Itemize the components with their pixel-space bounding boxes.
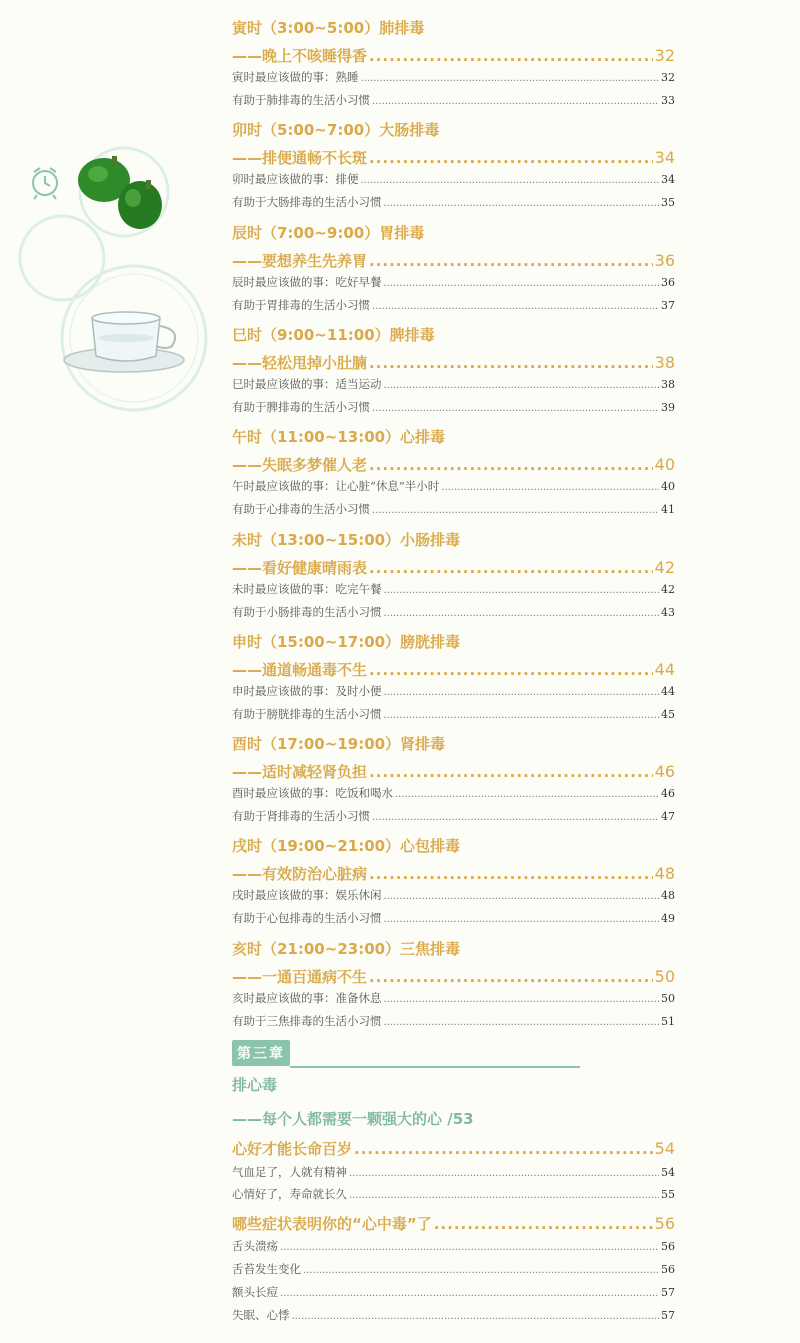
toc-item-row (232, 683, 675, 699)
toc-item-row (232, 274, 675, 290)
toc-entry-title: 有助于小肠排毒的生活小习惯 (232, 604, 382, 619)
toc-head-row (232, 324, 675, 345)
leader-dots (372, 809, 659, 823)
toc-page-number: 43 (661, 605, 675, 619)
toc-item-row (232, 1013, 675, 1029)
toc-item-row (232, 69, 675, 85)
toc-item-row (232, 1164, 675, 1180)
chapter-subtitle: ——每个人都需要一颗强大的心 /53 (232, 1110, 474, 1128)
toc-sub-row (232, 966, 675, 987)
toc-entry-title: 心情好了，寿命就长久 (232, 1187, 347, 1201)
toc-entry-title: 气血足了，人就有精神 (232, 1165, 347, 1179)
decoration-illustration (0, 0, 230, 420)
toc-entry-title: 戌时（19:00~21:00）心包排毒 (232, 837, 461, 856)
toc-entry-title: 酉时（17:00~19:00）肾排毒 (232, 735, 446, 754)
toc-entry-title: 寅时（3:00~5:00）肺排毒 (232, 19, 425, 37)
leader-dots (349, 1165, 659, 1179)
toc-page-number: 36 (661, 275, 675, 289)
leader-dots (372, 298, 659, 312)
toc-page-number: 35 (661, 196, 675, 210)
leader-dots (372, 93, 659, 107)
toc-item-row (232, 1186, 675, 1202)
toc-item-row (232, 887, 675, 903)
leader-dots (354, 1140, 653, 1158)
toc-head-row (232, 631, 675, 652)
toc-entry-title: 巳时最应该做的事：适当运动 (232, 376, 382, 391)
toc-entry-title: ——通道畅通毒不生 (232, 660, 368, 679)
leader-dots (395, 786, 659, 800)
toc-entry-title: 卯时（5:00~7:00）大肠排毒 (232, 121, 440, 140)
toc-entry-title: 有助于心包排毒的生活小习惯 (232, 911, 382, 926)
toc-entry-title: 未时最应该做的事：吃完午餐 (232, 581, 382, 596)
toc-page-number: 38 (654, 352, 675, 372)
toc-entry-title: 有助于大肠排毒的生活小习惯 (232, 195, 382, 210)
toc-entry-title: 有助于心排毒的生活小习惯 (232, 502, 370, 517)
toc-page-number: 44 (661, 684, 675, 698)
toc-entry-title: 心好才能长命百岁 (232, 1140, 353, 1158)
toc-entry-title: ——排便通畅不长斑 (232, 149, 368, 168)
leader-dots (369, 661, 653, 679)
toc-item-row (232, 297, 675, 313)
toc-entry-title: ——轻松甩掉小肚腩 (232, 353, 368, 372)
alarm-clock-icon (33, 168, 57, 199)
toc-page-number: 57 (661, 1286, 675, 1299)
toc-entry-title: 亥时最应该做的事：准备休息 (232, 990, 382, 1005)
toc-item-row (232, 376, 675, 392)
toc-entry-title: 哪些症状表明你的“心中毒”了 (232, 1215, 432, 1233)
toc-item-row (232, 478, 675, 494)
toc-page-number: 56 (654, 1214, 675, 1233)
toc-page-number: 54 (661, 1166, 675, 1179)
toc-item-row (232, 501, 675, 517)
toc-item-row (232, 171, 675, 187)
leader-dots (280, 1285, 659, 1299)
toc-page-number: 42 (661, 582, 675, 596)
toc-entry-title: 辰时最应该做的事：吃好早餐 (232, 274, 382, 289)
toc-entry-title: 有助于膀胱排毒的生活小习惯 (232, 706, 382, 721)
toc-page-number: 47 (661, 810, 675, 824)
toc-head-row (232, 835, 675, 856)
toc-page-number: 37 (661, 298, 675, 312)
toc-page-number: 50 (661, 991, 675, 1005)
toc-entry-title: ——一通百通病不生 (232, 967, 368, 986)
leader-dots (384, 1014, 660, 1028)
leader-dots (384, 275, 660, 289)
leader-dots (384, 707, 660, 721)
toc-page-number: 45 (661, 707, 675, 721)
toc-entry-title: 巳时（9:00~11:00）脾排毒 (232, 325, 435, 344)
toc-head-row (232, 426, 675, 447)
toc-sub-row (232, 557, 675, 578)
chapter-tag: 第三章 (232, 1040, 290, 1066)
toc-sub-row (232, 761, 675, 782)
toc-head-row (232, 222, 675, 243)
leader-dots (369, 559, 653, 577)
toc-page-number: 33 (661, 94, 675, 107)
toc-page-number: 40 (661, 480, 675, 494)
toc-item-row (232, 399, 675, 415)
toc-entry-title: 寅时最应该做的事：熟睡 (232, 70, 359, 84)
toc-page-number: 48 (654, 864, 675, 884)
toc-entry-title: ——晚上不咳睡得香 (232, 47, 368, 65)
toc-entry-title: 失眠、心悸 (232, 1308, 290, 1322)
toc-entry-title: 午时（11:00~13:00）心排毒 (232, 428, 446, 447)
toc-head-row (232, 938, 675, 959)
green-pepper-image (78, 156, 162, 229)
toc-page-number: 38 (661, 377, 675, 391)
toc-item-row (232, 581, 675, 597)
toc-head-row (232, 17, 675, 38)
toc-entry-title: 申时（15:00~17:00）膀胱排毒 (232, 632, 461, 651)
toc-page-number: 39 (661, 400, 675, 414)
toc-entry-title: 有助于肾排毒的生活小习惯 (232, 809, 370, 824)
toc-entry-title: 有助于脾排毒的生活小习惯 (232, 399, 370, 414)
leader-dots (369, 456, 653, 474)
leader-dots (280, 1239, 659, 1253)
leader-dots (384, 605, 660, 619)
toc-entry-title: 有助于胃排毒的生活小习惯 (232, 297, 370, 312)
toc-page-number: 57 (661, 1309, 675, 1322)
leader-dots (303, 1262, 659, 1276)
leader-dots (369, 47, 653, 65)
toc-entry-title: 戌时最应该做的事：娱乐休闲 (232, 888, 382, 903)
toc-page-number: 34 (661, 173, 675, 187)
leader-dots (434, 1215, 653, 1233)
toc-item-row (232, 194, 675, 210)
toc-sub-row (232, 1138, 675, 1159)
toc-item-row (232, 1284, 675, 1300)
leader-dots (292, 1308, 660, 1322)
leader-dots (361, 70, 660, 84)
chapter-divider (290, 1066, 580, 1068)
leader-dots (384, 911, 660, 925)
leader-dots (369, 149, 653, 167)
toc-entry-title: ——失眠多梦催人老 (232, 456, 368, 475)
toc-entry-title: 卯时最应该做的事：排便 (232, 172, 359, 187)
leader-dots (369, 763, 653, 781)
toc-page-number: 49 (661, 912, 675, 926)
toc-page-number: 56 (661, 1240, 675, 1253)
toc-page-number: 40 (654, 455, 675, 475)
chapter-title: 排心毒 (232, 1076, 278, 1094)
leader-dots (369, 252, 653, 270)
toc-entry-title: 有助于肺排毒的生活小习惯 (232, 93, 370, 107)
toc-item-row (232, 706, 675, 722)
toc-entry-title: 额头长痘 (232, 1285, 278, 1299)
toc-entry-title: 午时最应该做的事：让心脏“休息”半小时 (232, 479, 440, 494)
leader-dots (361, 172, 660, 186)
toc-item-row (232, 785, 675, 801)
toc-page-number: 46 (661, 787, 675, 801)
leader-dots (384, 684, 660, 698)
toc-entry-title: ——适时减轻肾负担 (232, 763, 368, 782)
toc-sub-row (232, 863, 675, 884)
toc-item-row (232, 604, 675, 620)
toc-head-row (232, 529, 675, 550)
toc-page-number: 46 (654, 762, 675, 782)
toc-entry-title: ——要想养生先养胃 (232, 251, 368, 270)
leader-dots (384, 195, 660, 209)
toc-entry-title: 酉时最应该做的事：吃饭和喝水 (232, 786, 393, 801)
leader-dots (384, 582, 660, 596)
toc-item-row (232, 808, 675, 824)
toc-sub-row (232, 1213, 675, 1234)
toc-sub-row (232, 659, 675, 680)
toc-page-number: 55 (661, 1188, 675, 1201)
leader-dots (384, 377, 660, 391)
toc-item-row (232, 1238, 675, 1254)
toc-item-row (232, 910, 675, 926)
toc-sub-row (232, 352, 675, 373)
toc-page-number: 51 (661, 1014, 675, 1028)
toc-entry-title: 辰时（7:00~9:00）胃排毒 (232, 223, 425, 242)
toc-head-row (232, 733, 675, 754)
toc-page-number: 34 (654, 148, 675, 168)
toc-sub-row (232, 250, 675, 271)
leader-dots (384, 888, 660, 902)
leader-dots (372, 400, 659, 414)
toc-head-row (232, 119, 675, 140)
toc-entry-title: 申时最应该做的事：及时小便 (232, 683, 382, 698)
toc-entry-title: 有助于三焦排毒的生活小习惯 (232, 1013, 382, 1028)
toc-item-row (232, 92, 675, 108)
leader-dots (384, 991, 660, 1005)
leader-dots (369, 968, 653, 986)
leader-dots (372, 502, 659, 516)
toc-entry-title: 未时（13:00~15:00）小肠排毒 (232, 530, 461, 549)
toc-page-number: 50 (654, 966, 675, 986)
toc-entry-title: 舌苔发生变化 (232, 1262, 301, 1276)
toc-page-number: 41 (661, 503, 675, 517)
water-cup-image (64, 312, 184, 372)
toc-item-row (232, 1307, 675, 1323)
toc-entry-title: 舌头溃疡 (232, 1239, 278, 1253)
toc-sub-row (232, 454, 675, 475)
toc-sub-row (232, 45, 675, 66)
leader-dots (349, 1187, 659, 1201)
toc-page-number: 32 (654, 46, 675, 65)
leader-dots (441, 479, 659, 493)
toc-entry-title: 亥时（21:00~23:00）三焦排毒 (232, 939, 461, 958)
toc-page-number: 42 (654, 557, 675, 577)
toc-page-number: 36 (654, 250, 675, 270)
leader-dots (369, 865, 653, 883)
toc-page-number: 44 (654, 659, 675, 679)
toc-entry-title: ——看好健康晴雨表 (232, 558, 368, 577)
toc-page-number: 54 (654, 1139, 675, 1158)
toc-page-number: 32 (661, 71, 675, 84)
toc-page-number: 48 (661, 889, 675, 903)
toc-page-number: 56 (661, 1263, 675, 1276)
toc-sub-row (232, 147, 675, 168)
toc-entry-title: ——有效防治心脏病 (232, 865, 368, 884)
toc-item-row (232, 1261, 675, 1277)
leader-dots (369, 354, 653, 372)
toc-item-row (232, 990, 675, 1006)
